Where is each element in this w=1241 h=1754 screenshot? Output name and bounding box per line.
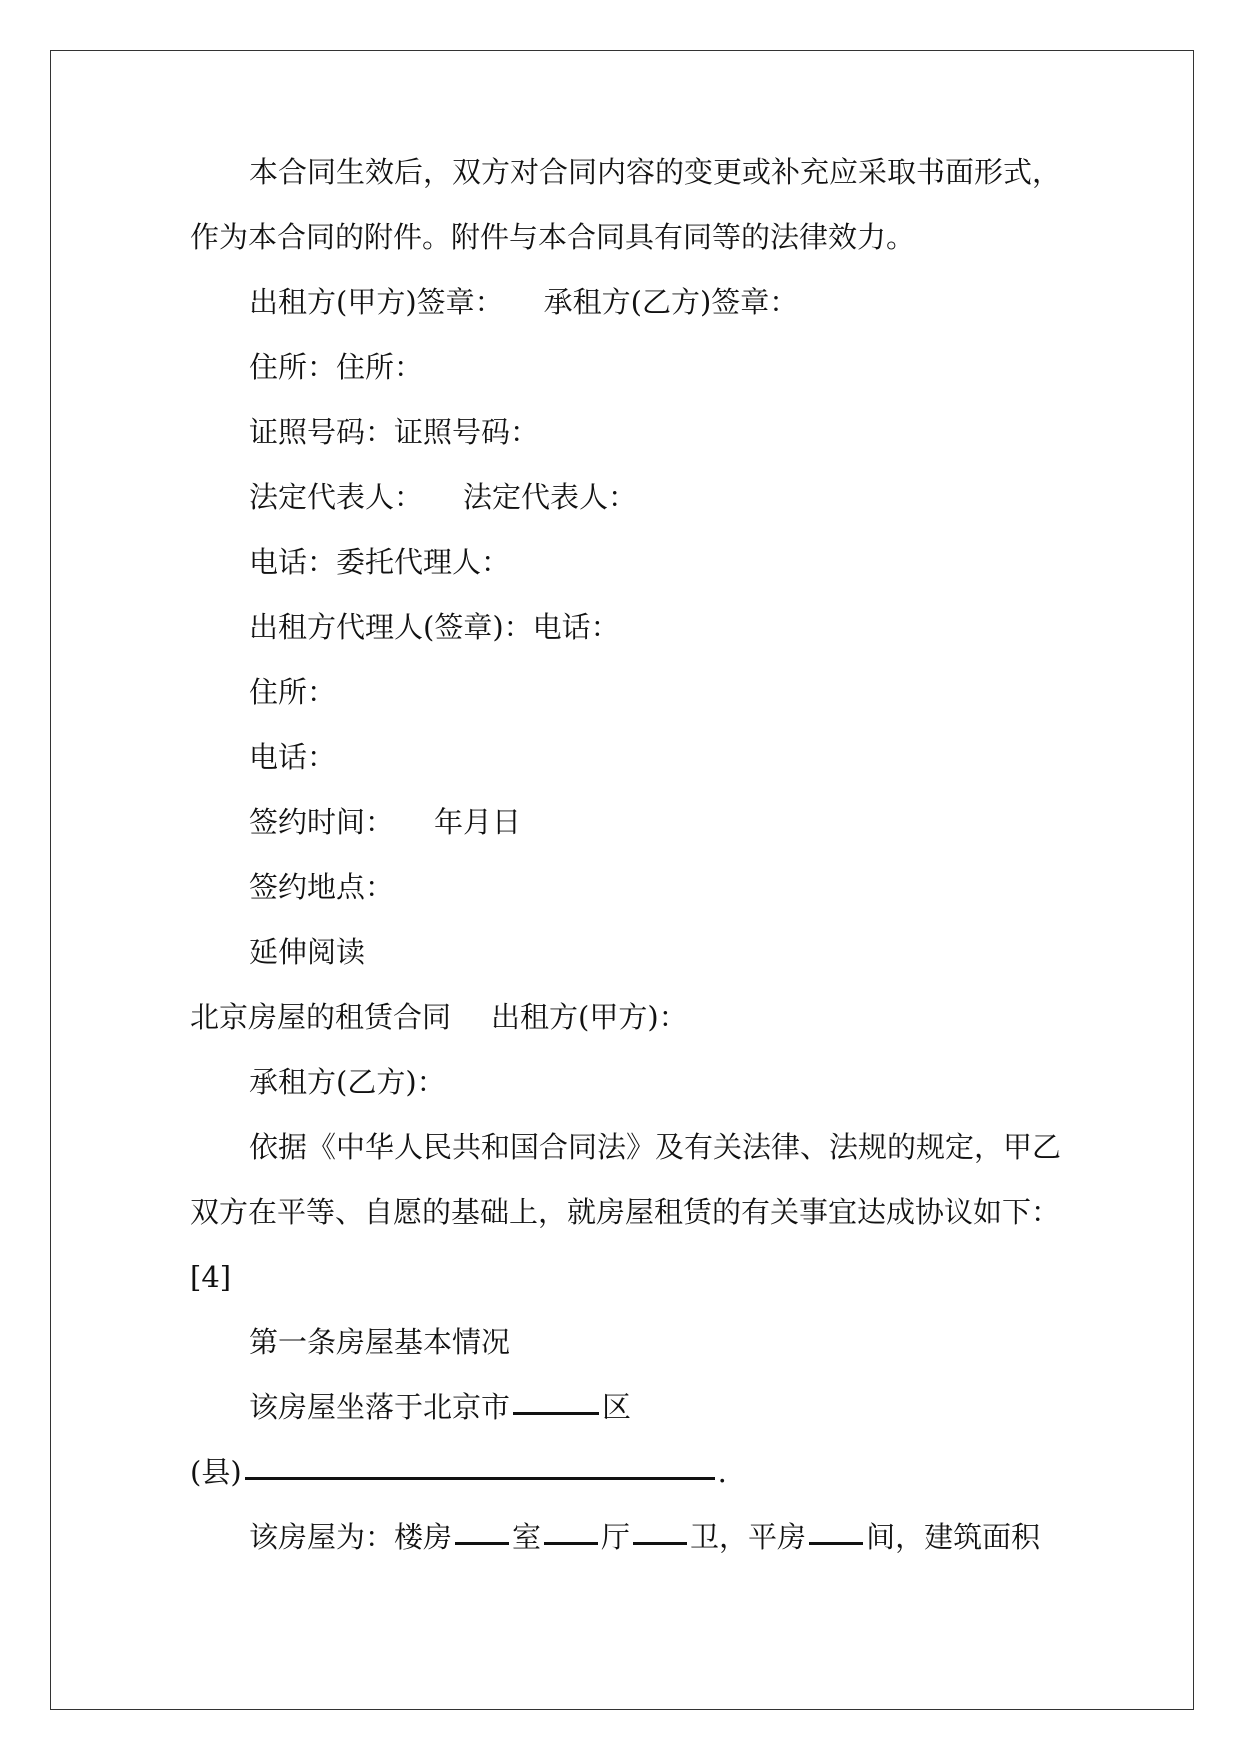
article-heading: 第一条房屋基本情况 xyxy=(249,1325,511,1359)
lessee-line: 承租方(乙方)： xyxy=(249,1065,446,1099)
footnote-marker: [4] xyxy=(190,1260,232,1294)
lessor-agent-line: 出租方代理人(签章)：电话： xyxy=(249,610,620,644)
address-line: 住所：住所： xyxy=(249,350,424,384)
signature-line: 出租方(甲方)签章： 承租方(乙方)签章： xyxy=(249,285,799,319)
document-body xyxy=(190,155,1070,1588)
fill-blank xyxy=(245,1477,715,1480)
fill-blank xyxy=(633,1542,687,1545)
fill-blank xyxy=(455,1542,509,1545)
paragraph: 本合同生效后，双方对合同内容的变更或补充应采取书面形式， xyxy=(249,155,1062,189)
fill-blank xyxy=(513,1412,599,1415)
representative-line: 法定代表人： 法定代表人： xyxy=(249,480,638,514)
location-line: 该房屋坐落于北京市 区 xyxy=(249,1390,632,1424)
fill-blank xyxy=(544,1542,598,1545)
fill-blank xyxy=(809,1542,863,1545)
contract-title-line: 北京房屋的租赁合同 出租方(甲方)： xyxy=(190,1000,688,1034)
county-line: (县) . xyxy=(190,1455,727,1489)
paragraph: 双方在平等、自愿的基础上，就房屋租赁的有关事宜达成协议如下： xyxy=(190,1195,1061,1229)
sign-date-line: 签约时间： 年月日 xyxy=(249,805,522,839)
sign-place-line: 签约地点： xyxy=(249,870,395,904)
extended-reading-heading: 延伸阅读 xyxy=(249,935,366,969)
paragraph: 依据《中华人民共和国合同法》及有关法律、法规的规定，甲乙 xyxy=(249,1130,1062,1164)
license-line: 证照号码：证照号码： xyxy=(249,415,540,449)
paragraph: 作为本合同的附件。附件与本合同具有同等的法律效力。 xyxy=(190,220,916,254)
house-type-line: 该房屋为：楼房 室 厅 卫，平房 间，建筑面积 xyxy=(249,1520,1041,1554)
phone-line: 电话： xyxy=(249,740,337,774)
address-line: 住所： xyxy=(249,675,337,709)
phone-agent-line: 电话：委托代理人： xyxy=(249,545,511,579)
